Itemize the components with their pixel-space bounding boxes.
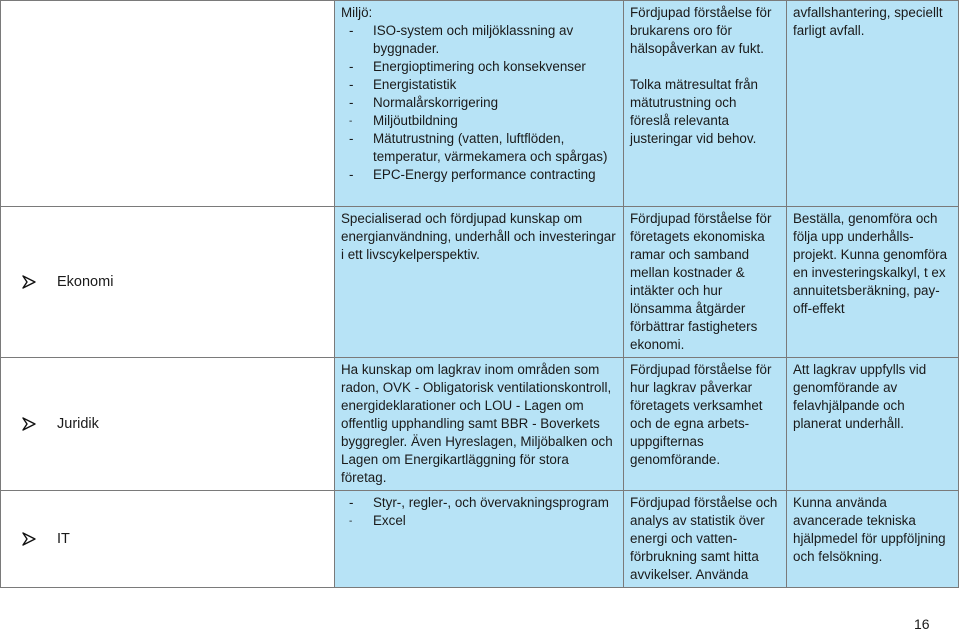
juridik-understanding-cell [624,358,787,491]
ekonomi-knowledge-cell [335,207,624,358]
list-item: - EPC-Energy performance contracting [349,167,596,182]
list-item: - Energistatistik [349,77,457,92]
miljo-skill-cell [787,1,959,207]
arrow-bullet-icon [21,417,37,431]
ekonomi-understanding-text: Fördjupad förståelse för företagets ekonomiska ramar och samband mellan kostnader & intäkter och hur lönsamma åtgärder förbättrar fastigheters ekonomi. [630,211,772,352]
it-skill-text: Kunna använda avancerade tekniska hjälpmedel för uppföljning och felsökning. [793,495,946,564]
miljo-title: Miljö: [341,5,373,20]
table-row-ekonomi [1,207,959,358]
juridik-skill-text: Att lagkrav uppfylls vid genomförande av felavhjälpande och planerat underhåll. [793,362,927,431]
page-number: 16 [914,616,930,632]
ekonomi-understanding-cell [624,207,787,358]
it-skill-cell [787,491,959,588]
category-cell-juridik [1,358,335,491]
ekonomi-skill-text: Beställa, genomföra och följa upp underhålls-projekt. Kunna genomföra en investeringskalkyl, t ex annuitetsberäkning, pay-off-effekt [793,211,948,316]
juridik-knowledge-text: Ha kunskap om lagkrav inom områden som radon, OVK - Obligatorisk ventilationskontroll, energideklarationer och LOU - Lagen om offentlig upphandling samt BBR - Boverkets byggregler. Även Hyreslagen, Miljöbalken och Lagen om Energikartläggning för stora företag. [341,362,613,485]
list-item: - Energioptimering och konsekvenser [349,59,586,74]
table-row-it [1,491,959,588]
list-item: - Normalårskorrigering [349,95,499,110]
table-row-miljo [1,1,959,207]
ekonomi-knowledge-text: Specialiserad och fördjupad kunskap om energianvändning, underhåll och investeringar i ett livscykelperspektiv. [341,211,616,262]
juridik-knowledge-cell [335,358,624,491]
juridik-understanding-text: Fördjupad förståelse för hur lagkrav påverkar företagets verksamhet och de egna arbets-uppgifternas genomförande. [630,362,772,467]
ekonomi-skill-cell [787,207,959,358]
category-label: Ekonomi [57,274,114,290]
arrow-bullet-icon [21,532,37,546]
it-understanding-cell [624,491,787,588]
miljo-understanding-p2: Tolka mätresultat från mätutrustning och föreslå relevanta justeringar vid behov. [630,77,759,146]
category-cell-ekonomi [1,207,335,358]
juridik-skill-cell [787,358,959,491]
miljo-knowledge-cell [335,1,624,207]
miljo-skill-text: avfallshantering, speciellt farligt avfall. [793,5,943,38]
arrow-bullet-icon [21,275,37,289]
list-item: - Excel [349,513,406,528]
list-item: - ISO-system och miljöklassning av byggnader. [349,23,574,56]
table-row-juridik [1,358,959,491]
it-understanding-text: Fördjupad förståelse och analys av statistik över energi och vatten-förbrukning samt hitta avvikelser. Använda [630,495,778,582]
category-cell-empty [1,1,335,207]
it-list [341,494,617,530]
miljo-list [341,22,617,184]
miljo-understanding-cell [624,1,787,207]
list-item: - Styr-, regler-, och övervakningsprogram [349,495,609,510]
list-item: - Miljöutbildning [349,113,458,128]
category-cell-it [1,491,335,588]
category-label: Juridik [57,416,99,432]
miljo-understanding-p1: Fördjupad förståelse för brukarens oro för hälsopåverkan av fukt. [630,5,772,56]
category-label: IT [57,531,70,547]
list-item: - Mätutrustning (vatten, luftflöden, temperatur, värmekamera och spårgas) [349,131,608,164]
it-knowledge-cell [335,491,624,588]
